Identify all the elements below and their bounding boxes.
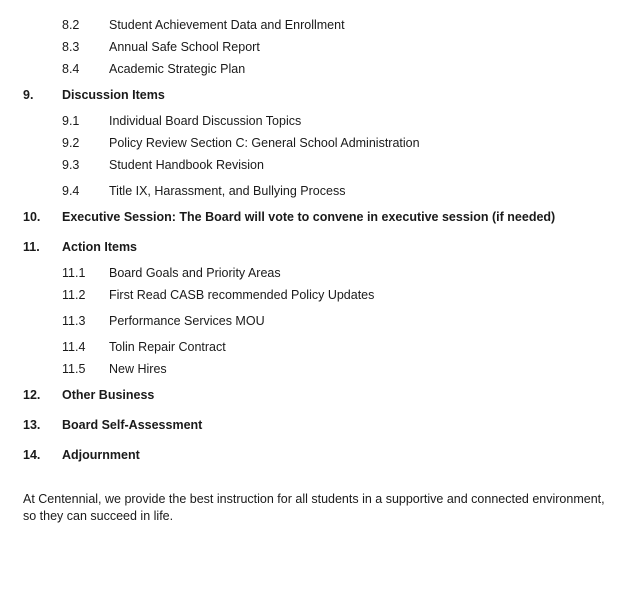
agenda-subitem-text: Individual Board Discussion Topics xyxy=(109,114,302,128)
agenda-subitem-text: Title IX, Harassment, and Bullying Process xyxy=(109,184,346,198)
item-number: 11.3 xyxy=(62,314,86,328)
item-number: 8.3 xyxy=(62,40,80,54)
item-number: 10. xyxy=(23,210,41,224)
agenda-subitem-text: New Hires xyxy=(109,362,167,376)
item-number: 11.5 xyxy=(62,362,86,376)
agenda-subitem-text: Tolin Repair Contract xyxy=(109,340,226,354)
item-number: 11.4 xyxy=(62,340,86,354)
item-number: 9.4 xyxy=(62,184,80,198)
item-number: 9.1 xyxy=(62,114,80,128)
agenda-heading: Executive Session: The Board will vote to convene in executive session (if needed) xyxy=(62,210,556,224)
item-number: 11.2 xyxy=(62,288,86,302)
agenda-heading: Action Items xyxy=(62,240,138,254)
item-number: 9.2 xyxy=(62,136,80,150)
agenda-heading: Other Business xyxy=(62,388,155,402)
item-number: 9. xyxy=(23,88,34,102)
agenda-subitem-text: Board Goals and Priority Areas xyxy=(109,266,281,280)
agenda-heading: Board Self-Assessment xyxy=(62,418,203,432)
agenda-subitem-text: First Read CASB recommended Policy Updates xyxy=(109,288,375,302)
item-number: 9.3 xyxy=(62,158,80,172)
agenda-subitem-text: Student Handbook Revision xyxy=(109,158,264,172)
agenda-heading: Adjournment xyxy=(62,448,140,462)
mission-statement: At Centennial, we provide the best instruction for all students in a supportive and connected environment, so they can succeed in life. xyxy=(23,492,605,523)
agenda-subitem-text: Student Achievement Data and Enrollment xyxy=(109,18,345,32)
item-number: 12. xyxy=(23,388,41,402)
agenda-subitem-text: Academic Strategic Plan xyxy=(109,62,246,76)
item-number: 13. xyxy=(23,418,41,432)
item-number: 11. xyxy=(23,240,40,254)
item-number: 11.1 xyxy=(62,266,86,280)
item-number: 8.4 xyxy=(62,62,80,76)
agenda-subitem-text: Performance Services MOU xyxy=(109,314,265,328)
agenda-subitem-text: Annual Safe School Report xyxy=(109,40,260,54)
item-number: 8.2 xyxy=(62,18,80,32)
agenda-heading: Discussion Items xyxy=(62,88,165,102)
agenda-subitem-text: Policy Review Section C: General School Administration xyxy=(109,136,420,150)
item-number: 14. xyxy=(23,448,41,462)
